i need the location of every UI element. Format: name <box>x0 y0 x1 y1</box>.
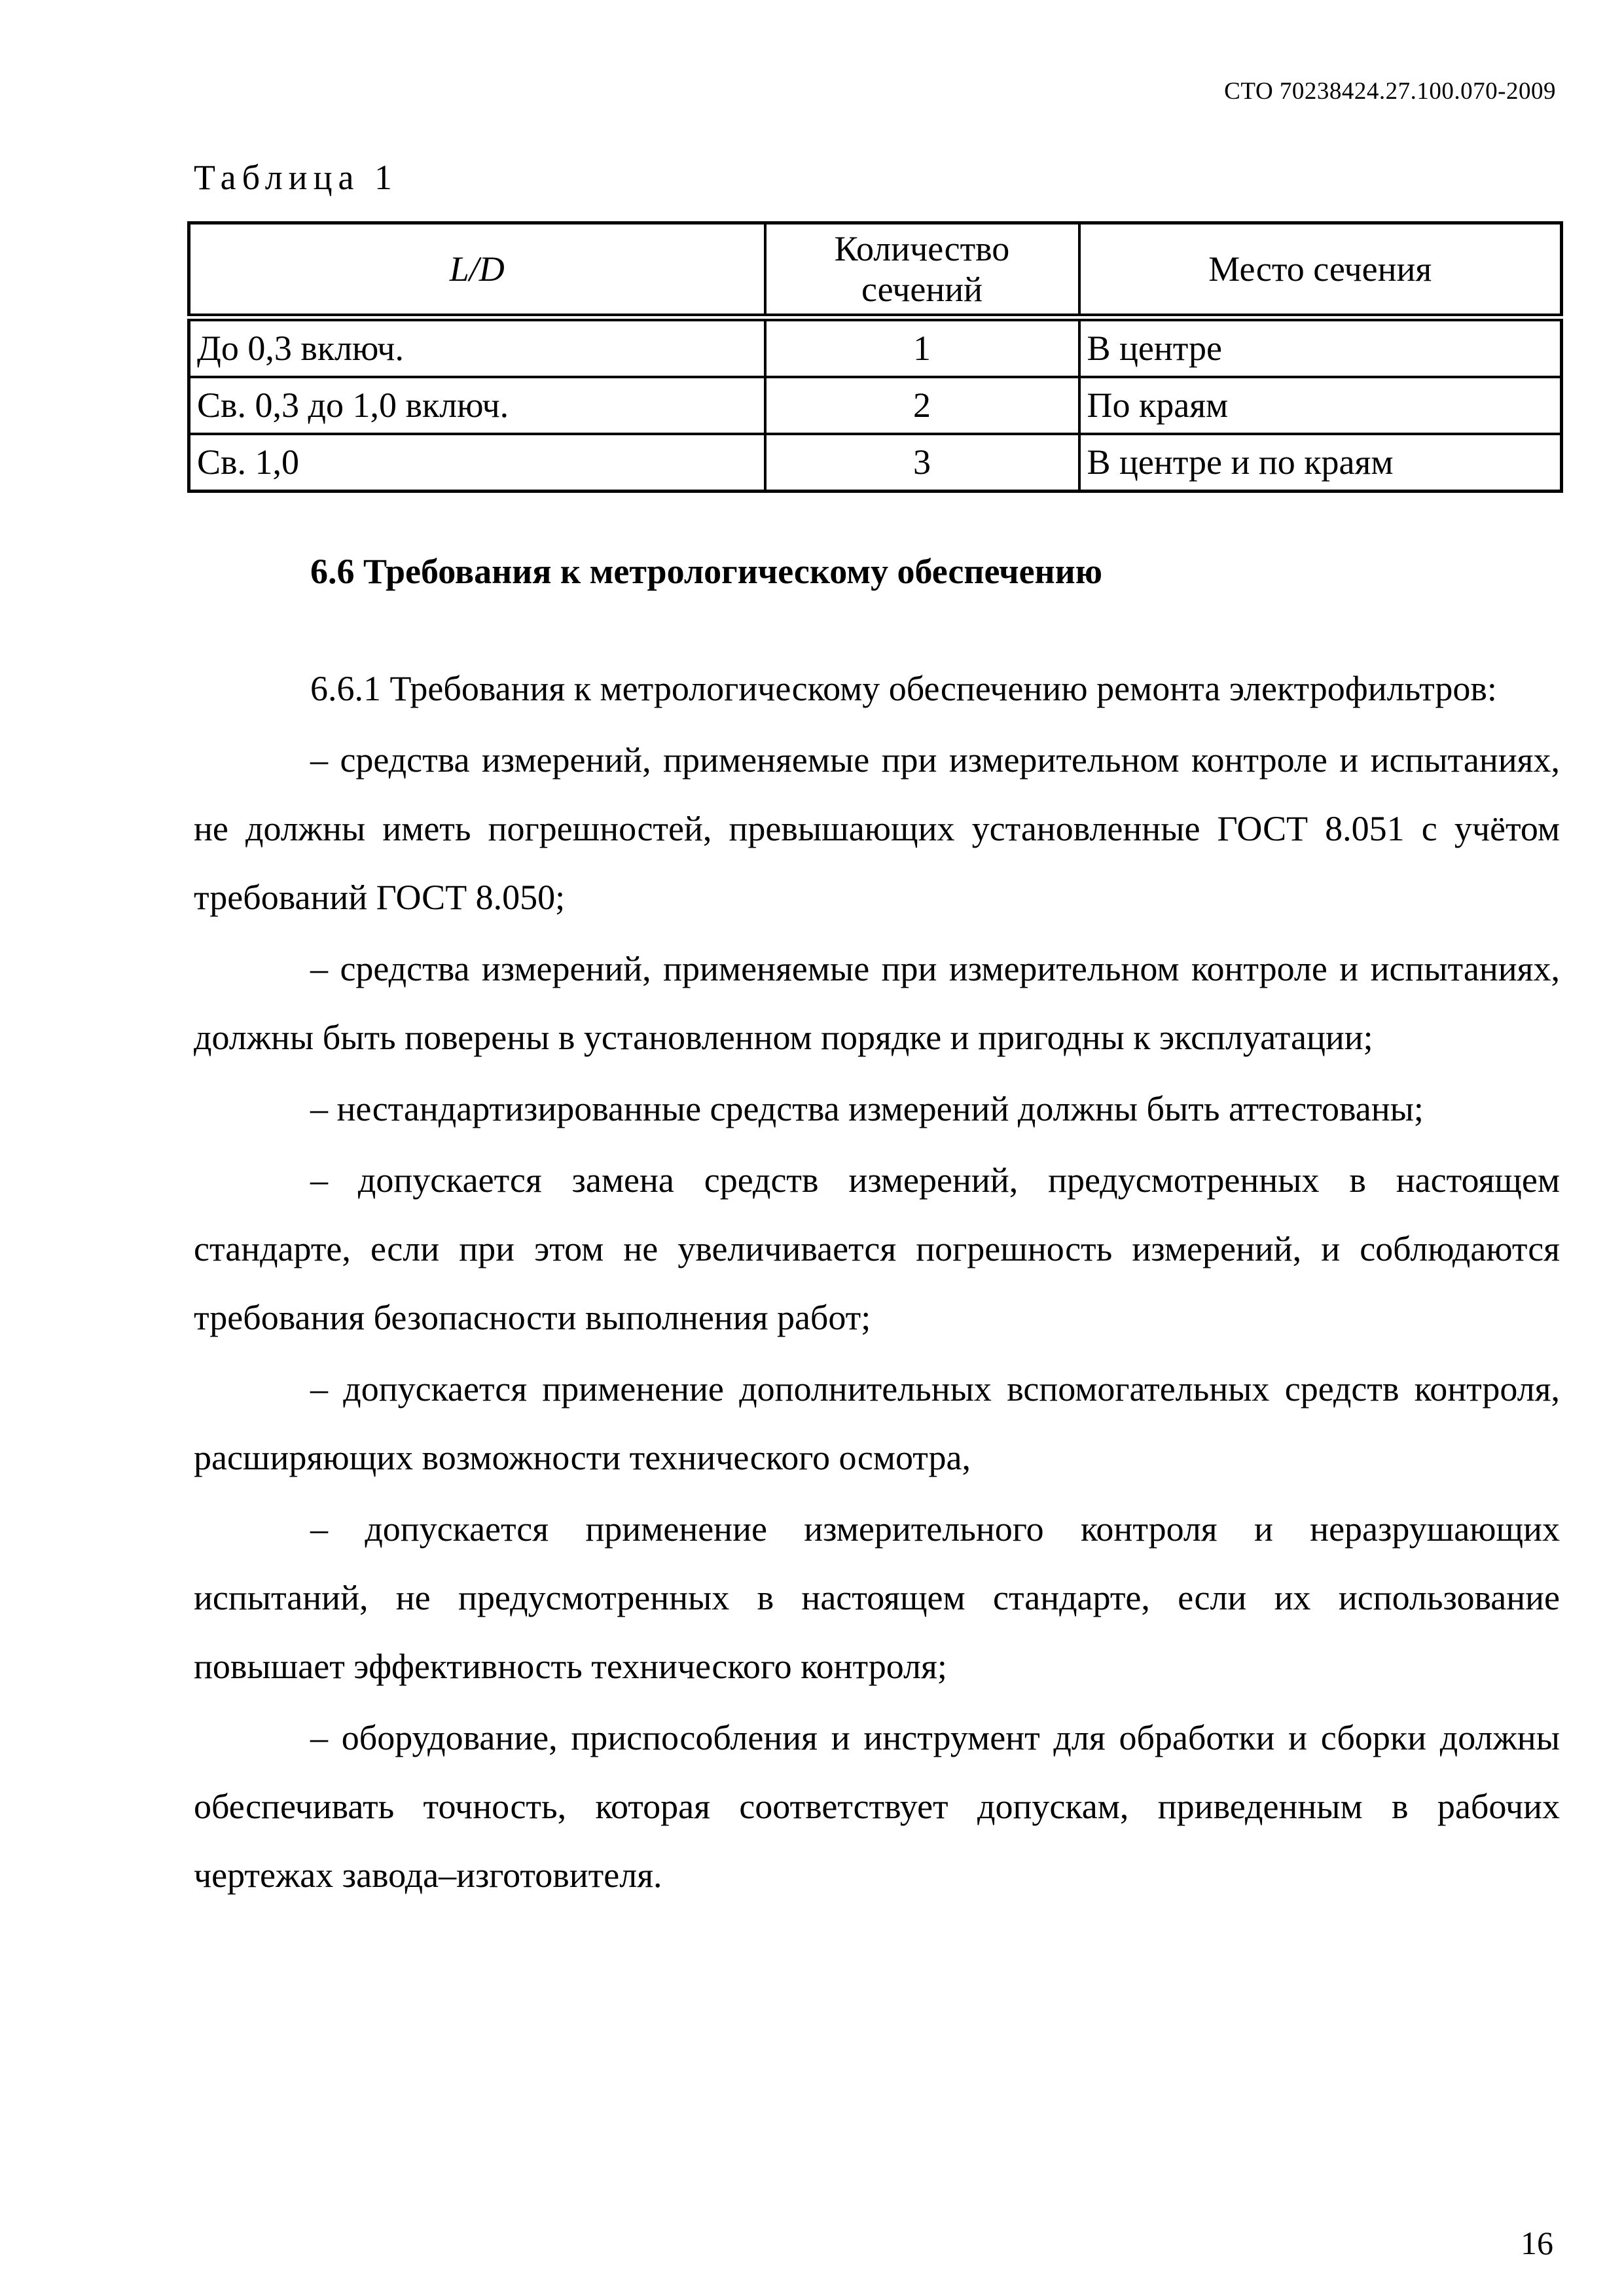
paragraph: – допускается применение измерительного контроля и неразрушающих испытаний, не предусмотренных в настоящем стандарте, если их использование повышает эффективность технического контроля; <box>194 1509 1560 1686</box>
page-number: 16 <box>1521 2225 1553 2261</box>
cell-ld: Св. 0,3 до 1,0 включ. <box>189 377 765 434</box>
table-row <box>189 317 1562 377</box>
paragraph: – оборудование, приспособления и инструмент для обработки и сборки должны обеспечивать точность, которая соответствует допускам, приведенным в рабочих чертежах завода–изготовителя. <box>194 1718 1560 1895</box>
cell-location: По краям <box>1079 377 1562 434</box>
table-row <box>189 434 1562 492</box>
cell-ld: Св. 1,0 <box>189 434 765 492</box>
paragraph: – допускается применение дополнительных вспомогательных средств контроля, расширяющих возможности технического осмотра, <box>194 1369 1560 1477</box>
section-heading: 6.6 Требования к метрологическому обеспечению <box>310 552 1103 591</box>
cell-ld: До 0,3 включ. <box>189 317 765 377</box>
paragraph: – нестандартизированные средства измерений должны быть аттестованы; <box>310 1089 1424 1128</box>
section-body <box>194 655 1560 1912</box>
paragraph: – средства измерений, применяемые при измерительном контроле и испытаниях, не должны иметь погрешностей, превышающих установленные ГОСТ 8.051 с учётом требований ГОСТ 8.050; <box>194 740 1560 917</box>
cell-location: В центре <box>1079 317 1562 377</box>
column-header-ld: L/D <box>189 223 765 318</box>
column-header-count: Количество сечений <box>765 223 1079 318</box>
cell-location: В центре и по краям <box>1079 434 1562 492</box>
table-row <box>189 377 1562 434</box>
paragraph: 6.6.1 Требования к метрологическому обеспечению ремонта электрофильтров: <box>310 669 1497 708</box>
cell-count: 1 <box>765 317 1079 377</box>
column-header-location: Место сечения <box>1079 223 1562 318</box>
cell-count: 2 <box>765 377 1079 434</box>
sections-table <box>187 221 1563 493</box>
paragraph: – допускается замена средств измерений, предусмотренных в настоящем стандарте, если при этом не увеличивается погрешность измерений, и соблюдаются требования безопасности выполнения работ; <box>194 1160 1560 1337</box>
document-code: СТО 70238424.27.100.070-2009 <box>1224 78 1556 105</box>
paragraph: – средства измерений, применяемые при измерительном контроле и испытаниях, должны быть поверены в установленном порядке и пригодны к эксплуатации; <box>194 949 1560 1057</box>
cell-count: 3 <box>765 434 1079 492</box>
table-header-row <box>189 223 1562 318</box>
table-caption: Таблица 1 <box>194 158 398 197</box>
